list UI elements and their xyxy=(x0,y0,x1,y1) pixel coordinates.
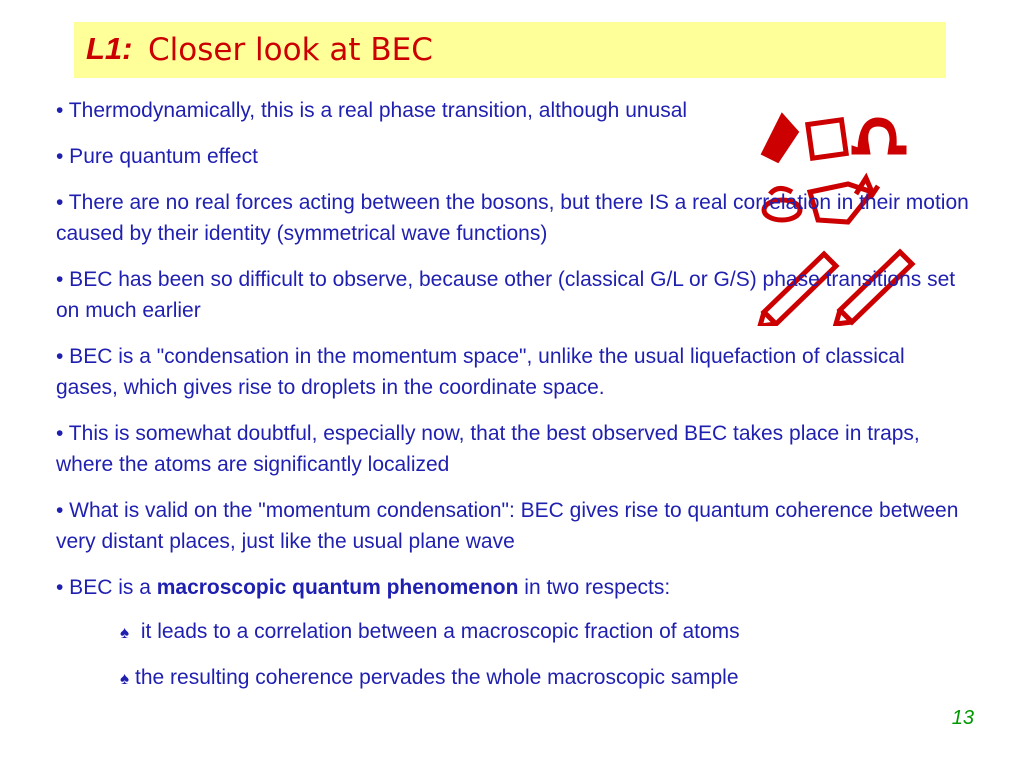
bullet-item: • There are no real forces acting between the bosons, but there IS a real correlation in their motion caused by their identity (symmetrical wave functions) xyxy=(56,191,969,245)
slide-body xyxy=(56,95,971,708)
bullet-suffix: in two respects: xyxy=(518,576,671,599)
sub-bullet-text: the resulting coherence pervades the whole macroscopic sample xyxy=(135,666,739,689)
title-bar xyxy=(74,22,946,78)
sub-bullet-item xyxy=(120,662,971,694)
sub-bullet-text: it leads to a correlation between a macroscopic fraction of atoms xyxy=(135,620,740,643)
title-prefix: L1: xyxy=(86,31,133,66)
bullet-item: • BEC is a "condensation in the momentum space", unlike the usual liquefaction of classical gases, which gives rise to droplets in the coordinate space. xyxy=(56,345,905,399)
bullet-item: • Pure quantum effect xyxy=(56,145,258,168)
spade-icon: ♠ xyxy=(120,623,130,642)
page-number: 13 xyxy=(951,707,974,729)
bullet-item: • BEC has been so difficult to observe, because other (classical G/L or G/S) phase transitions set on much earlier xyxy=(56,268,956,322)
bullet-item: • This is somewhat doubtful, especially now, that the best observed BEC takes place in traps, where the atoms are significantly localized xyxy=(56,422,920,476)
page-title: Closer look at BEC xyxy=(148,32,433,68)
sub-bullet-item xyxy=(120,616,971,648)
emphasis-text: macroscopic quantum phenomenon xyxy=(156,576,519,599)
bullet-item-macroscopic xyxy=(56,572,971,603)
bullet-item: • Thermodynamically, this is a real phase transition, although unusal xyxy=(56,99,688,122)
spade-icon: ♠ xyxy=(120,669,130,688)
bullet-prefix: • BEC is a xyxy=(56,576,157,599)
bullet-item: • What is valid on the "momentum condensation": BEC gives rise to quantum coherence between very distant places, just like the usual plane wave xyxy=(56,499,959,553)
